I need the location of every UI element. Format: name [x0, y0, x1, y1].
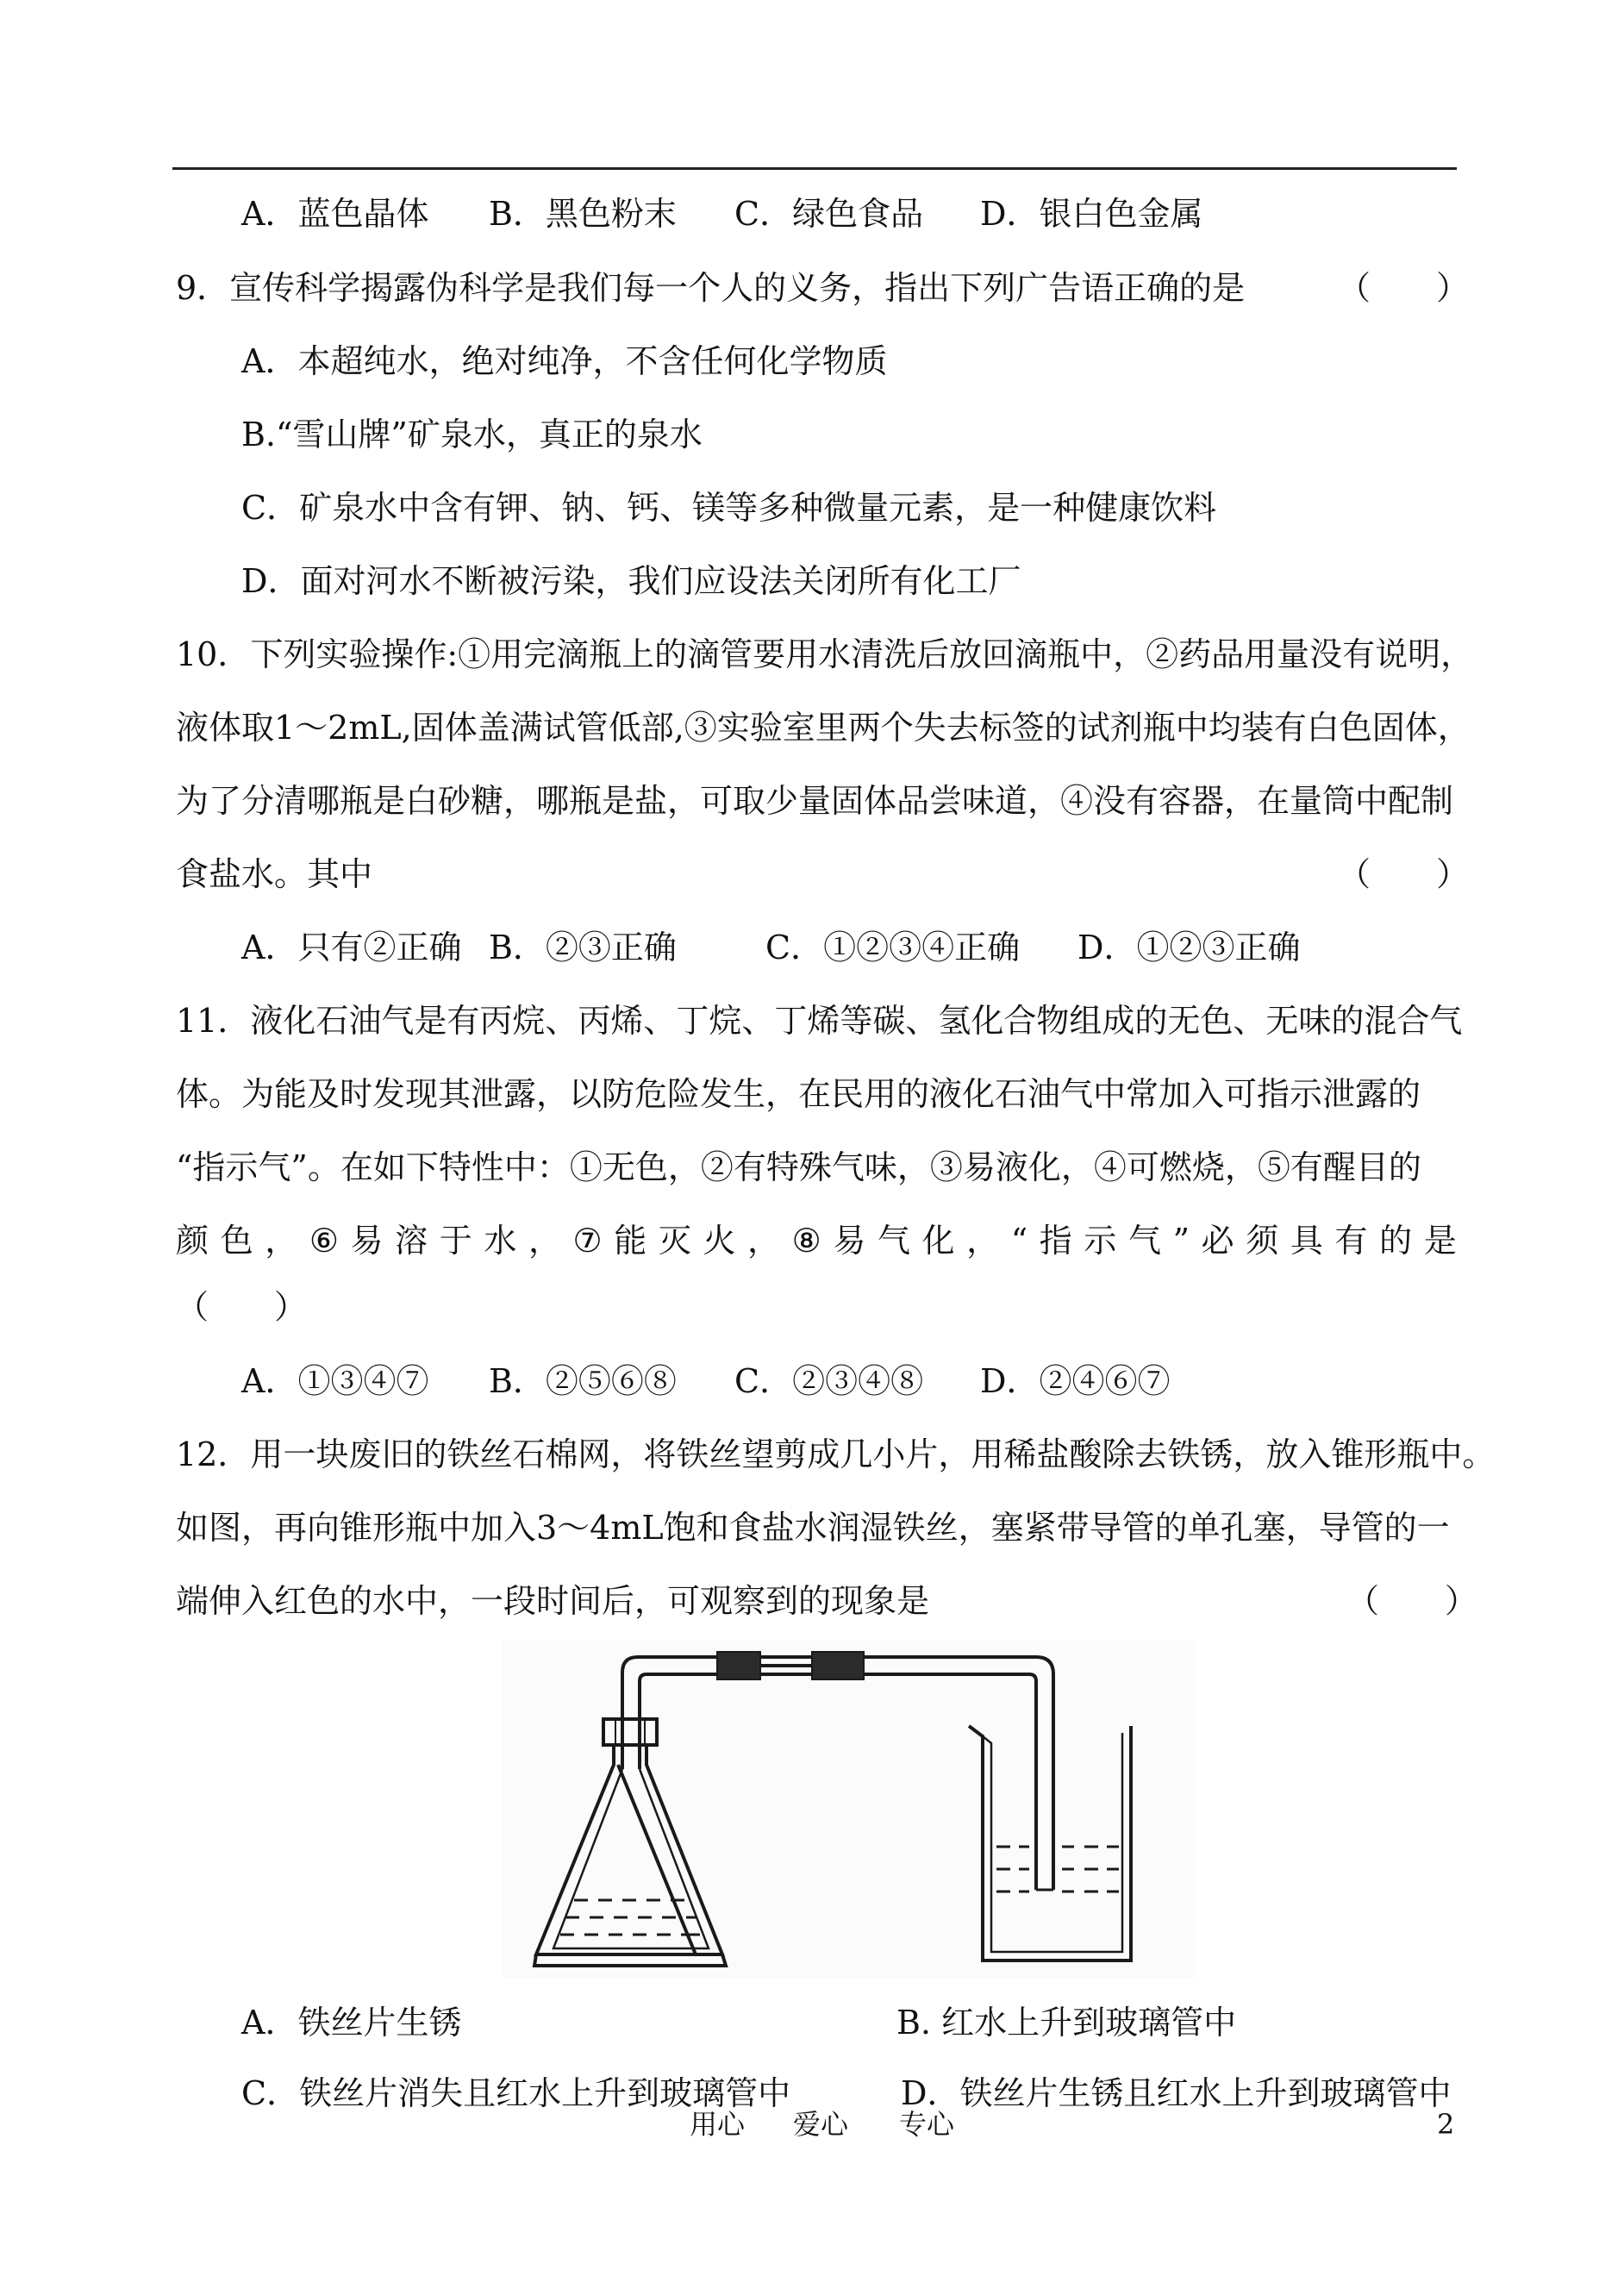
- q9-option-c: C．矿泉水中含有钾、钠、钙、镁等多种微量元素，是一种健康饮料: [241, 489, 1217, 527]
- page-number: 2: [1437, 2108, 1455, 2141]
- q11-line-4-char: ，: [265, 1222, 298, 1260]
- q12-answer-paren: （ ）: [1346, 1582, 1478, 1620]
- footer-slogan-1: 用心: [690, 2108, 746, 2141]
- q11-line-4: [176, 1220, 1457, 1261]
- q9-stem: 9．宣传科学揭露伪科学是我们每一个人的义务，指出下列广告语正确的是: [176, 269, 1246, 307]
- q10-answer-paren: （ ）: [1338, 855, 1470, 893]
- q11-line-2: 体。为能及时发现其泄露，以防危险发生，在民用的液化石油气中常加入可指示泄露的: [176, 1075, 1421, 1113]
- q11-line-4-char: 易: [833, 1222, 866, 1260]
- q11-line-1: 11．液化石油气是有丙烷、丙烯、丁烷、丁烯等碳、氢化合物组成的无色、无味的混合气: [176, 1002, 1463, 1040]
- q12-line-2: 如图，再向锥形瓶中加入3～4mL饱和食盐水润湿铁丝，塞紧带导管的单孔塞，导管的一: [176, 1509, 1450, 1547]
- q11-line-4-char: 具: [1290, 1222, 1323, 1260]
- q11-line-4-char: 颜: [176, 1222, 209, 1260]
- q11-line-4-char: 有: [1334, 1222, 1368, 1260]
- q9-answer-paren: （ ）: [1338, 269, 1470, 307]
- apparatus-figure: [502, 1640, 1196, 1978]
- q11-line-4-char: 能: [614, 1222, 647, 1260]
- q10-line-2: 液体取1～2mL,固体盖满试管低部,③实验室里两个失去标签的试剂瓶中均装有白色固体，: [176, 709, 1471, 747]
- q8-option-d: D．银白色金属: [980, 195, 1203, 233]
- q11-option-c: C．②③④⑧: [734, 1362, 924, 1400]
- q10-line-3: 为了分清哪瓶是白砂糖，哪瓶是盐，可取少量固体品尝味道，④没有容器，在量筒中配制: [176, 782, 1454, 820]
- q11-line-4-char: 是: [1423, 1222, 1457, 1260]
- q9-option-b: B.“雪山牌”矿泉水，真正的泉水: [241, 416, 703, 453]
- q11-line-4-char: ，: [528, 1222, 561, 1260]
- q12-option-b: B. 红水上升到玻璃管中: [896, 2004, 1237, 2042]
- q11-line-4-char: 灭: [658, 1222, 691, 1260]
- q11-line-4-char: 的: [1379, 1222, 1413, 1260]
- q12-option-c: C．铁丝片消失且红水上升到玻璃管中: [241, 2074, 791, 2112]
- q11-line-4-char: 易: [350, 1222, 384, 1260]
- q11-line-4-char: 于: [439, 1222, 472, 1260]
- header-rule: [172, 167, 1457, 170]
- q10-option-c: C．①②③④正确: [765, 929, 1021, 966]
- q11-line-4-char: 气: [877, 1222, 910, 1260]
- q11-line-4-char: 必: [1201, 1222, 1234, 1260]
- q11-line-4-char: 溶: [395, 1222, 428, 1260]
- q10-option-a: A．只有②正确: [241, 929, 462, 966]
- q11-line-4-char: 须: [1246, 1222, 1279, 1260]
- q10-option-d: D．①②③正确: [1077, 929, 1301, 966]
- q11-line-4-char: 火: [703, 1222, 736, 1260]
- q9-option-a: A．本超纯水，绝对纯净，不含任何化学物质: [241, 342, 888, 380]
- q11-line-4-char: 示: [1084, 1222, 1117, 1260]
- q11-line-4-char: ⑦: [572, 1222, 603, 1260]
- q11-line-4-char: ，: [966, 1222, 1000, 1260]
- q12-option-d: D．铁丝片生锈且红水上升到玻璃管中: [901, 2074, 1452, 2112]
- q11-line-3: “指示气”。在如下特性中：①无色，②有特殊气味，③易液化，④可燃烧，⑤有醒目的: [176, 1148, 1421, 1186]
- q11-line-4-char: ⑥: [309, 1222, 339, 1260]
- q8-option-b: B．黑色粉末: [489, 195, 677, 233]
- q11-option-d: D．②④⑥⑦: [980, 1362, 1171, 1400]
- q11-line-4-char: 色: [220, 1222, 253, 1260]
- q11-line-4-char: 水: [484, 1222, 517, 1260]
- q11-line-4-char: ”: [1172, 1222, 1190, 1260]
- q11-line-4-char: ，: [747, 1222, 781, 1260]
- q9-option-d: D．面对河水不断被污染，我们应设法关闭所有化工厂: [241, 562, 1021, 600]
- footer-slogan-3: 专心: [899, 2108, 955, 2141]
- q8-option-c: C．绿色食品: [734, 195, 924, 233]
- q12-line-1: 12．用一块废旧的铁丝石棉网，将铁丝望剪成几小片，用稀盐酸除去铁锈，放入锥形瓶中。: [176, 1435, 1496, 1473]
- q11-answer-paren: （ ）: [176, 1288, 308, 1326]
- footer-slogan-2: 爱心: [793, 2108, 849, 2141]
- q10-line-1: 10．下列实验操作:①用完滴瓶上的滴管要用水清洗后放回滴瓶中，②药品用量没有说明，: [176, 635, 1474, 673]
- q11-line-4-char: 化: [921, 1222, 955, 1260]
- q12-option-a: A．铁丝片生锈: [241, 2004, 462, 2042]
- q11-line-4-char: 指: [1039, 1222, 1072, 1260]
- q12-line-3: 端伸入红色的水中，一段时间后，可观察到的现象是: [176, 1582, 930, 1620]
- q10-option-b: B．②③正确: [489, 929, 677, 966]
- q11-option-a: A．①③④⑦: [241, 1362, 429, 1400]
- q11-option-b: B．②⑤⑥⑧: [489, 1362, 677, 1400]
- q8-option-a: A．蓝色晶体: [241, 195, 429, 233]
- q11-line-4-char: “: [1010, 1222, 1028, 1260]
- q11-line-4-char: 气: [1128, 1222, 1162, 1260]
- q10-line-4: 食盐水。其中: [176, 855, 373, 893]
- q11-line-4-char: ⑧: [791, 1222, 821, 1260]
